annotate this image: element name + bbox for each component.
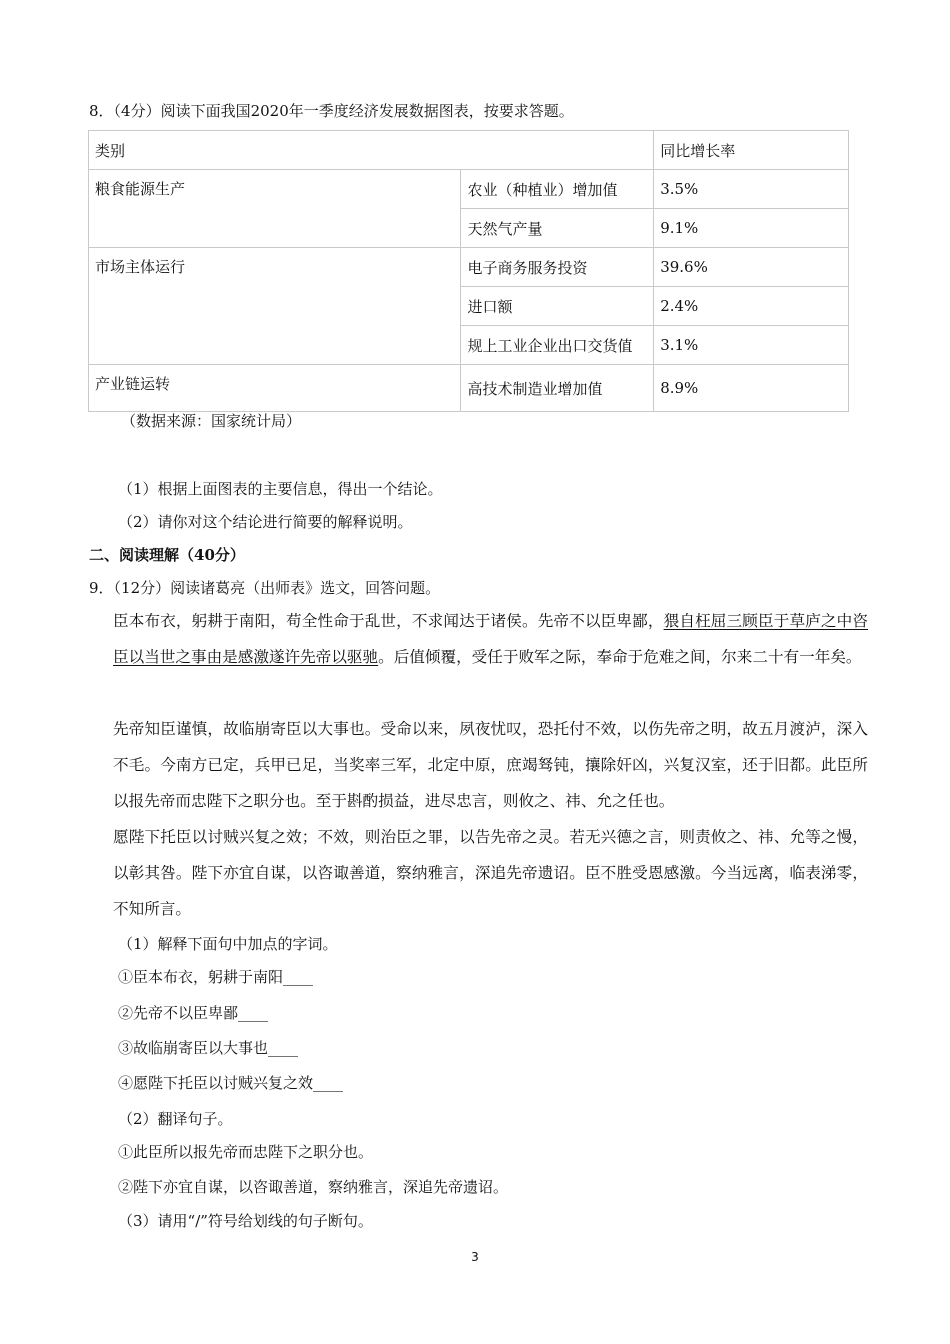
table-rate: 2.4% (654, 287, 849, 326)
table-row (89, 365, 849, 412)
economic-data-table (88, 130, 849, 412)
table-header-category: 类别 (89, 131, 654, 170)
list-item: ②陛下亦宜自谋，以咨诹善道，察纳雅言，深追先帝遗诏。 (118, 1178, 509, 1196)
table-rate: 9.1% (654, 209, 849, 248)
table-rate: 8.9% (654, 365, 849, 412)
table-group-name: 产业链运转 (89, 365, 461, 412)
question-9-part-3-title: （3）请用“/”符号给划线的句子断句。 (118, 1212, 373, 1230)
table-item: 规上工业企业出口交货值 (461, 326, 654, 365)
table-item: 农业（种植业）增加值 (461, 170, 654, 209)
table-row (89, 170, 849, 209)
data-source-note: （数据来源：国家统计局） (121, 412, 302, 430)
table-group-name: 市场主体运行 (89, 248, 461, 365)
list-item: ③故临崩寄臣以大事也____ (118, 1039, 299, 1057)
question-9-title: 9．（12分）阅读诸葛亮（出师表》选文，回答问题。 (89, 579, 441, 597)
question-8-part-1: （1）根据上面图表的主要信息，得出一个结论。 (118, 480, 443, 498)
table-header-row (89, 131, 849, 170)
list-item: ②先帝不以臣卑鄙____ (118, 1004, 269, 1022)
list-item: ①此臣所以报先帝而忠陛下之职分也。 (118, 1143, 374, 1161)
question-8-part-2: （2）请你对这个结论进行简要的解释说明。 (118, 513, 413, 531)
list-item: ④愿陛下托臣以讨贼兴复之效____ (118, 1074, 344, 1092)
table-rate: 3.1% (654, 326, 849, 365)
passage-paragraph-3: 愿陛下托臣以讨贼兴复之效；不效，则治臣之罪，以告先帝之灵。若无兴德之言，则责攸之、祎、允等之慢，以彰其咎。陛下亦宜自谋，以咨诹善道，察纳雅言，深追先帝遗诏。臣不胜受恩感激。今当远离，临表涕零，不知所言。 (113, 828, 868, 918)
question-9-part-2-title: （2）翻译句子。 (118, 1110, 233, 1128)
table-item: 进口额 (461, 287, 654, 326)
table-rate: 39.6% (654, 248, 849, 287)
passage-paragraph-1 (113, 603, 868, 675)
list-item: ①臣本布衣，躬耕于南阳____ (118, 968, 314, 986)
table-item: 高技术制造业增加值 (461, 365, 654, 412)
passage-paragraph-2: 先帝知臣谨慎，故临崩寄臣以大事也。受命以来，夙夜忧叹，恐托付不效，以伤先帝之明，故五月渡泸，深入不毛。今南方已定，兵甲已足，当奖率三军，北定中原，庶竭驽钝，攘除奸凶，兴复汉室，还于旧都。此臣所以报先帝而忠陛下之职分也。至于斟酌损益，进尽忠言，则攸之、祎、允之任也。 (113, 720, 868, 810)
page-number: 3 (471, 1250, 479, 1264)
passage-text: 。后值倾覆，受任于败军之际，奉命于危难之间，尔来二十有一年矣。 (378, 648, 862, 666)
table-item: 天然气产量 (461, 209, 654, 248)
question-9-part-1-title: （1）解释下面句中加点的字词。 (118, 935, 338, 953)
table-item: 电子商务服务投资 (461, 248, 654, 287)
table-group-name: 粮食能源生产 (89, 170, 461, 248)
passage-text: 臣本布衣，躬耕于南阳，苟全性命于乱世，不求闻达于诸侯。先帝不以臣卑鄙， (113, 612, 664, 630)
table-header-rate: 同比增长率 (654, 131, 849, 170)
table-row (89, 248, 849, 287)
underlined-sentence: 猥自枉屈三顾臣于草庐之中咨臣以当世之事由是感激遂许先帝以驱驰 (113, 612, 868, 666)
table-rate: 3.5% (654, 170, 849, 209)
section-heading: 二、阅读理解（40分） (89, 546, 245, 564)
question-8-title: 8．（4分）阅读下面我国2020年一季度经济发展数据图表，按要求答题。 (89, 102, 574, 120)
